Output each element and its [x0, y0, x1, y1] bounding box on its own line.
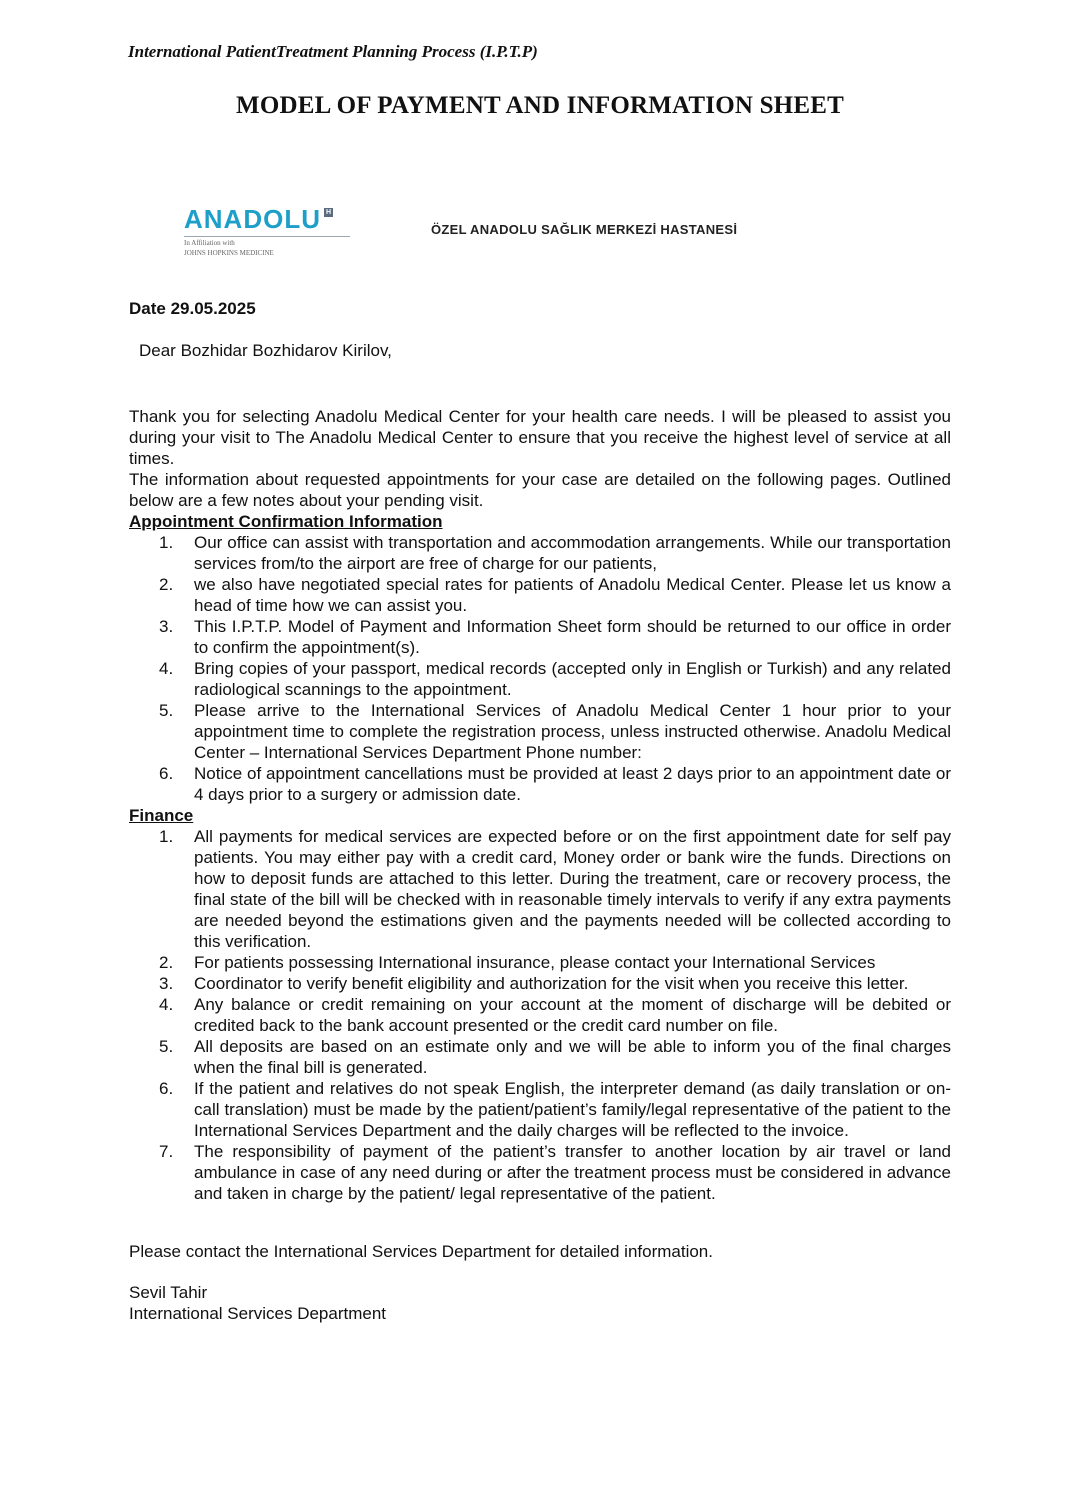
finance-list	[129, 826, 951, 1204]
finance-section-title: Finance	[129, 806, 194, 825]
list-item	[129, 532, 951, 574]
list-text: All payments for medical services are expected before or on the first appointment date for self pay patients. You may either pay with a credit card, Money order or bank wire the funds. Directions on how to deposit funds are attached to this letter. During the treatment, care or recovery process, the final state of the bill will be checked with in reasonable timely intervals to verify if any extra payments are needed beyond the estimations given and the payments needed will be collected according to this verification.	[194, 827, 951, 951]
hospital-h-icon: H	[325, 209, 332, 216]
hospital-name: ÖZEL ANADOLU SAĞLIK MERKEZİ HASTANESİ	[431, 222, 738, 237]
list-number: 2.	[159, 575, 174, 594]
list-text: Bring copies of your passport, medical records (accepted only in English or Turkish) and any related radiological scannings to the appointment.	[194, 659, 951, 699]
list-item	[129, 1078, 951, 1141]
list-text: Any balance or credit remaining on your account at the moment of discharge will be debited or credited back to the bank account presented or the credit card number on file.	[194, 995, 951, 1035]
list-number: 7.	[159, 1142, 174, 1161]
list-item	[129, 952, 951, 973]
list-number: 6.	[159, 764, 174, 783]
letter-date: Date 29.05.2025	[129, 299, 256, 318]
list-number: 4.	[159, 659, 174, 678]
letter-body	[129, 406, 951, 1204]
list-item	[129, 973, 951, 994]
anadolu-logo	[184, 206, 354, 257]
appointment-list	[129, 532, 951, 805]
list-item	[129, 616, 951, 658]
list-text: Our office can assist with transportation and accommodation arrangements. While our transportation services from/to the airport are free of charge for our patients,	[194, 533, 951, 573]
logo-affiliation-line-1: In Affiliation with	[184, 239, 235, 247]
signer-department: International Services Department	[129, 1304, 387, 1323]
list-item	[129, 826, 951, 952]
list-number: 1.	[159, 533, 174, 552]
list-item	[129, 994, 951, 1036]
list-text: Coordinator to verify benefit eligibility and authorization for the visit when you receive this letter.	[194, 974, 909, 993]
list-number: 3.	[159, 617, 174, 636]
closing-line: Please contact the International Services Department for detailed information.	[129, 1242, 713, 1261]
logo-wordmark: ANADOLU	[184, 204, 321, 234]
list-text: Please arrive to the International Services of Anadolu Medical Center 1 hour prior to your appointment time to complete the registration process, unless instructed otherwise. Anadolu Medical Center – International Services Department Phone number:	[194, 701, 951, 762]
list-item	[129, 1036, 951, 1078]
list-number: 6.	[159, 1079, 174, 1098]
list-number: 5.	[159, 1037, 174, 1056]
signer-name: Sevil Tahir	[129, 1283, 208, 1302]
list-number: 1.	[159, 827, 174, 846]
list-text: All deposits are based on an estimate only and we will be able to inform you of the final charges when the final bill is generated.	[194, 1037, 951, 1077]
list-text: This I.P.T.P. Model of Payment and Information Sheet form should be returned to our office in order to confirm the appointment(s).	[194, 617, 951, 657]
appointment-section-title: Appointment Confirmation Information	[129, 512, 443, 531]
list-number: 3.	[159, 974, 174, 993]
intro-paragraph-1: Thank you for selecting Anadolu Medical Center for your health care needs. I will be pleased to assist you during your visit to The Anadolu Medical Center to ensure that you receive the highest level of service at all times.	[129, 407, 951, 468]
logo-divider	[184, 236, 350, 237]
list-item	[129, 700, 951, 763]
list-number: 5.	[159, 701, 174, 720]
list-text: For patients possessing International insurance, please contact your International Services	[194, 953, 876, 972]
list-text: If the patient and relatives do not speak English, the interpreter demand (as daily translation or on-call translation) must be made by the patient/patient’s family/legal representative of the patient to the International Services Department and the daily charges will be reflected to the invoice.	[194, 1079, 951, 1140]
intro-paragraph-2: The information about requested appointments for your case are detailed on the following pages. Outlined below are a few notes about your pending visit.	[129, 470, 951, 510]
logo-affiliation-line-2: JOHNS HOPKINS MEDICINE	[184, 249, 274, 257]
list-item	[129, 658, 951, 700]
page-title: MODEL OF PAYMENT AND INFORMATION SHEET	[236, 92, 844, 119]
list-item	[129, 574, 951, 616]
list-text: The responsibility of payment of the patient’s transfer to another location by air travel or land ambulance in case of any need during or after the treatment process must be considered in advance and taken in charge by the patient/ legal representative of the patient.	[194, 1142, 951, 1203]
list-item	[129, 763, 951, 805]
list-number: 2.	[159, 953, 174, 972]
list-number: 4.	[159, 995, 174, 1014]
list-text: we also have negotiated special rates for patients of Anadolu Medical Center. Please let us know a head of time how we can assist you.	[194, 575, 951, 615]
running-header: International PatientTreatment Planning Process (I.P.T.P)	[128, 42, 538, 61]
list-text: Notice of appointment cancellations must be provided at least 2 days prior to an appointment date or 4 days prior to a surgery or admission date.	[194, 764, 951, 804]
greeting: Dear Bozhidar Bozhidarov Kirilov,	[139, 341, 392, 360]
list-item	[129, 1141, 951, 1204]
